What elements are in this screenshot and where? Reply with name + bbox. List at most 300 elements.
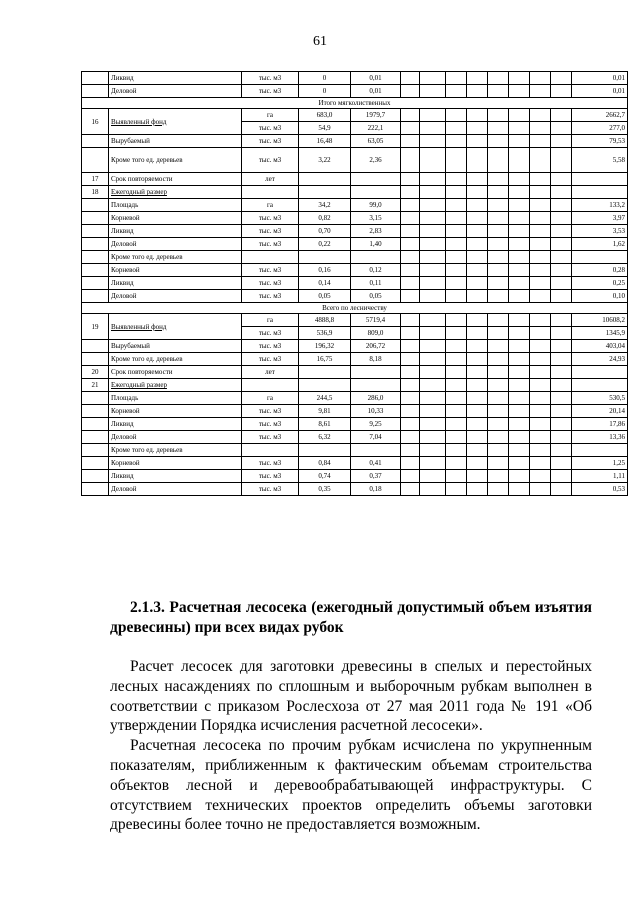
empty-cell <box>446 457 467 470</box>
empty-cell <box>488 290 509 303</box>
empty-cell <box>551 251 572 264</box>
row-unit: га <box>242 109 299 122</box>
forest-fund-table <box>81 71 628 496</box>
row-name: Вырубаемый <box>109 340 242 353</box>
empty-cell <box>551 148 572 173</box>
empty-cell <box>401 314 420 327</box>
empty-cell <box>509 251 530 264</box>
empty-cell <box>420 173 446 186</box>
value-1 <box>299 173 351 186</box>
empty-cell <box>467 470 488 483</box>
value-1: 0,16 <box>299 264 351 277</box>
empty-cell <box>446 238 467 251</box>
value-2 <box>351 251 401 264</box>
empty-cell <box>488 212 509 225</box>
empty-cell <box>401 173 420 186</box>
table-row <box>82 148 628 173</box>
empty-cell <box>420 225 446 238</box>
empty-cell <box>509 212 530 225</box>
empty-cell <box>420 148 446 173</box>
row-unit: тыс. м3 <box>242 431 299 444</box>
row-name: Корневой <box>109 264 242 277</box>
empty-cell <box>446 418 467 431</box>
empty-cell <box>509 290 530 303</box>
empty-cell <box>446 290 467 303</box>
total-value: 403,04 <box>572 340 628 353</box>
row-number <box>82 444 109 457</box>
empty-cell <box>551 470 572 483</box>
value-1: 0 <box>299 85 351 98</box>
empty-cell <box>401 483 420 496</box>
empty-cell <box>509 148 530 173</box>
empty-cell <box>420 418 446 431</box>
row-name: Кроме того ед. деревьев <box>109 148 242 173</box>
total-value: 0,28 <box>572 264 628 277</box>
row-name: Корневой <box>109 405 242 418</box>
row-name: Деловой <box>109 290 242 303</box>
value-2 <box>351 366 401 379</box>
row-unit <box>242 379 299 392</box>
empty-cell <box>530 251 551 264</box>
total-value: 1,25 <box>572 457 628 470</box>
section-heading <box>110 598 592 638</box>
table-row <box>82 290 628 303</box>
section-row <box>82 98 628 109</box>
empty-cell <box>488 186 509 199</box>
total-value: 10608,2 <box>572 314 628 327</box>
empty-cell <box>401 109 420 122</box>
empty-cell <box>530 470 551 483</box>
table-row <box>82 277 628 290</box>
table-row <box>82 340 628 353</box>
value-1: 0,35 <box>299 483 351 496</box>
value-1: 4888,8 <box>299 314 351 327</box>
empty-cell <box>551 135 572 148</box>
empty-cell <box>530 457 551 470</box>
row-name: Ликвид <box>109 418 242 431</box>
value-1: 34,2 <box>299 199 351 212</box>
value-1: 196,32 <box>299 340 351 353</box>
total-value <box>572 366 628 379</box>
table-row <box>82 431 628 444</box>
total-value: 13,36 <box>572 431 628 444</box>
empty-cell <box>446 72 467 85</box>
value-2 <box>351 444 401 457</box>
total-value: 1,11 <box>572 470 628 483</box>
empty-cell <box>446 353 467 366</box>
empty-cell <box>467 199 488 212</box>
empty-cell <box>446 444 467 457</box>
empty-cell <box>420 251 446 264</box>
total-value <box>572 444 628 457</box>
row-number: 16 <box>82 109 109 135</box>
empty-cell <box>551 277 572 290</box>
row-unit <box>242 186 299 199</box>
empty-cell <box>509 418 530 431</box>
row-number <box>82 431 109 444</box>
empty-cell <box>551 72 572 85</box>
empty-cell <box>446 122 467 135</box>
empty-cell <box>467 314 488 327</box>
empty-cell <box>401 327 420 340</box>
empty-cell <box>420 85 446 98</box>
empty-cell <box>551 85 572 98</box>
value-2: 99,0 <box>351 199 401 212</box>
empty-cell <box>420 379 446 392</box>
value-1: 0,74 <box>299 470 351 483</box>
empty-cell <box>401 135 420 148</box>
value-1: 244,5 <box>299 392 351 405</box>
empty-cell <box>488 444 509 457</box>
value-2: 0,05 <box>351 290 401 303</box>
value-1: 683,0 <box>299 109 351 122</box>
empty-cell <box>446 225 467 238</box>
empty-cell <box>509 109 530 122</box>
empty-cell <box>420 392 446 405</box>
empty-cell <box>467 340 488 353</box>
row-unit: тыс. м3 <box>242 327 299 340</box>
empty-cell <box>551 225 572 238</box>
total-value: 2662,7 <box>572 109 628 122</box>
empty-cell <box>530 85 551 98</box>
empty-cell <box>530 225 551 238</box>
total-value: 1,62 <box>572 238 628 251</box>
empty-cell <box>509 431 530 444</box>
row-number <box>82 85 109 98</box>
table-row <box>82 483 628 496</box>
empty-cell <box>509 470 530 483</box>
total-value: 20,14 <box>572 405 628 418</box>
row-name: Ежегодный размер <box>109 186 242 199</box>
value-1: 16,75 <box>299 353 351 366</box>
empty-cell <box>446 148 467 173</box>
empty-cell <box>509 405 530 418</box>
empty-cell <box>509 173 530 186</box>
row-unit: тыс. м3 <box>242 72 299 85</box>
empty-cell <box>446 109 467 122</box>
row-number <box>82 251 109 264</box>
row-unit: тыс. м3 <box>242 290 299 303</box>
empty-cell <box>467 212 488 225</box>
row-unit: тыс. м3 <box>242 353 299 366</box>
table-row <box>82 353 628 366</box>
empty-cell <box>509 353 530 366</box>
empty-cell <box>530 186 551 199</box>
empty-cell <box>401 379 420 392</box>
empty-cell <box>401 444 420 457</box>
empty-cell <box>467 431 488 444</box>
empty-cell <box>420 353 446 366</box>
empty-cell <box>401 212 420 225</box>
empty-cell <box>467 418 488 431</box>
row-number <box>82 148 109 173</box>
empty-cell <box>530 327 551 340</box>
row-number <box>82 264 109 277</box>
empty-cell <box>530 72 551 85</box>
value-2: 7,04 <box>351 431 401 444</box>
row-unit: тыс. м3 <box>242 85 299 98</box>
value-1: 0,84 <box>299 457 351 470</box>
row-name: Ликвид <box>109 225 242 238</box>
row-number: 21 <box>82 379 109 392</box>
row-unit <box>242 251 299 264</box>
value-2: 1,40 <box>351 238 401 251</box>
section-heading-line-2: древесины) при всех видах рубок <box>110 619 344 636</box>
empty-cell <box>530 238 551 251</box>
empty-cell <box>551 109 572 122</box>
value-1 <box>299 444 351 457</box>
empty-cell <box>488 109 509 122</box>
empty-cell <box>551 353 572 366</box>
empty-cell <box>446 135 467 148</box>
empty-cell <box>509 277 530 290</box>
value-2: 0,11 <box>351 277 401 290</box>
empty-cell <box>530 392 551 405</box>
value-2: 0,12 <box>351 264 401 277</box>
empty-cell <box>467 238 488 251</box>
value-1 <box>299 251 351 264</box>
row-unit: тыс. м3 <box>242 212 299 225</box>
value-1: 6,32 <box>299 431 351 444</box>
total-value: 79,53 <box>572 135 628 148</box>
row-name: Вырубаемый <box>109 135 242 148</box>
empty-cell <box>467 148 488 173</box>
row-name: Ежегодный размер <box>109 379 242 392</box>
value-2: 63,05 <box>351 135 401 148</box>
row-unit: тыс. м3 <box>242 340 299 353</box>
empty-cell <box>467 85 488 98</box>
empty-cell <box>467 327 488 340</box>
row-number <box>82 72 109 85</box>
row-name: Площадь <box>109 392 242 405</box>
empty-cell <box>401 405 420 418</box>
empty-cell <box>401 122 420 135</box>
row-unit: тыс. м3 <box>242 418 299 431</box>
empty-cell <box>509 225 530 238</box>
row-unit: тыс. м3 <box>242 122 299 135</box>
empty-cell <box>401 418 420 431</box>
row-unit: тыс. м3 <box>242 225 299 238</box>
row-name: Кроме того ед. деревьев <box>109 353 242 366</box>
value-2: 0,01 <box>351 85 401 98</box>
empty-cell <box>467 444 488 457</box>
row-number <box>82 392 109 405</box>
section-heading-line-1: 2.1.3. Расчетная лесосека (ежегодный допустимый объем изъятия <box>130 599 592 616</box>
table-row <box>82 199 628 212</box>
value-2: 9,25 <box>351 418 401 431</box>
empty-cell <box>467 392 488 405</box>
empty-cell <box>446 405 467 418</box>
row-unit: тыс. м3 <box>242 405 299 418</box>
empty-cell <box>401 199 420 212</box>
row-number <box>82 199 109 212</box>
empty-cell <box>401 290 420 303</box>
empty-cell <box>530 366 551 379</box>
empty-cell <box>446 173 467 186</box>
empty-cell <box>401 72 420 85</box>
total-value: 5,58 <box>572 148 628 173</box>
empty-cell <box>509 85 530 98</box>
value-1: 3,22 <box>299 148 351 173</box>
table-row <box>82 392 628 405</box>
empty-cell <box>530 379 551 392</box>
empty-cell <box>530 199 551 212</box>
table-row <box>82 264 628 277</box>
empty-cell <box>420 470 446 483</box>
row-unit: тыс. м3 <box>242 264 299 277</box>
empty-cell <box>467 379 488 392</box>
empty-cell <box>530 148 551 173</box>
row-number <box>82 483 109 496</box>
empty-cell <box>401 85 420 98</box>
empty-cell <box>509 314 530 327</box>
empty-cell <box>467 251 488 264</box>
total-value: 3,53 <box>572 225 628 238</box>
row-unit: га <box>242 199 299 212</box>
empty-cell <box>467 225 488 238</box>
empty-cell <box>446 186 467 199</box>
empty-cell <box>530 405 551 418</box>
empty-cell <box>509 340 530 353</box>
value-2 <box>351 186 401 199</box>
empty-cell <box>488 353 509 366</box>
empty-cell <box>488 148 509 173</box>
empty-cell <box>509 135 530 148</box>
empty-cell <box>420 186 446 199</box>
empty-cell <box>488 405 509 418</box>
value-2: 809,0 <box>351 327 401 340</box>
empty-cell <box>467 277 488 290</box>
value-2: 206,72 <box>351 340 401 353</box>
value-1: 0,22 <box>299 238 351 251</box>
empty-cell <box>530 135 551 148</box>
empty-cell <box>551 186 572 199</box>
empty-cell <box>467 186 488 199</box>
empty-cell <box>509 457 530 470</box>
row-name: Деловой <box>109 431 242 444</box>
empty-cell <box>530 122 551 135</box>
row-number <box>82 135 109 148</box>
empty-cell <box>420 405 446 418</box>
empty-cell <box>509 444 530 457</box>
page-number: 61 <box>313 34 327 49</box>
empty-cell <box>530 264 551 277</box>
empty-cell <box>509 264 530 277</box>
empty-cell <box>488 199 509 212</box>
empty-cell <box>401 251 420 264</box>
empty-cell <box>446 251 467 264</box>
empty-cell <box>446 392 467 405</box>
row-name: Кроме того ед. деревьев <box>109 251 242 264</box>
row-name: Кроме того ед. деревьев <box>109 444 242 457</box>
row-name: Деловой <box>109 238 242 251</box>
row-unit: тыс. м3 <box>242 277 299 290</box>
value-1: 54,9 <box>299 122 351 135</box>
value-1: 8,61 <box>299 418 351 431</box>
value-2: 286,0 <box>351 392 401 405</box>
row-number <box>82 277 109 290</box>
row-unit: тыс. м3 <box>242 238 299 251</box>
empty-cell <box>530 173 551 186</box>
empty-cell <box>446 483 467 496</box>
empty-cell <box>467 135 488 148</box>
empty-cell <box>420 122 446 135</box>
empty-cell <box>551 212 572 225</box>
empty-cell <box>530 109 551 122</box>
empty-cell <box>467 457 488 470</box>
empty-cell <box>488 366 509 379</box>
table-row <box>82 238 628 251</box>
empty-cell <box>420 264 446 277</box>
empty-cell <box>530 444 551 457</box>
row-name: Ликвид <box>109 72 242 85</box>
empty-cell <box>551 199 572 212</box>
empty-cell <box>446 327 467 340</box>
empty-cell <box>488 379 509 392</box>
total-value: 0,53 <box>572 483 628 496</box>
empty-cell <box>467 264 488 277</box>
row-number <box>82 225 109 238</box>
empty-cell <box>488 470 509 483</box>
row-unit: тыс. м3 <box>242 483 299 496</box>
empty-cell <box>509 392 530 405</box>
empty-cell <box>551 122 572 135</box>
value-1: 0,70 <box>299 225 351 238</box>
empty-cell <box>401 225 420 238</box>
table-row <box>82 85 628 98</box>
empty-cell <box>488 418 509 431</box>
empty-cell <box>551 366 572 379</box>
row-unit: тыс. м3 <box>242 135 299 148</box>
empty-cell <box>509 186 530 199</box>
total-value: 530,5 <box>572 392 628 405</box>
empty-cell <box>467 405 488 418</box>
row-number: 17 <box>82 173 109 186</box>
empty-cell <box>467 290 488 303</box>
empty-cell <box>488 85 509 98</box>
empty-cell <box>401 392 420 405</box>
value-2: 8,18 <box>351 353 401 366</box>
value-2: 2,83 <box>351 225 401 238</box>
empty-cell <box>509 327 530 340</box>
row-name: Корневой <box>109 457 242 470</box>
empty-cell <box>530 431 551 444</box>
empty-cell <box>509 72 530 85</box>
table-row <box>82 225 628 238</box>
empty-cell <box>401 264 420 277</box>
empty-cell <box>551 418 572 431</box>
value-1: 0 <box>299 72 351 85</box>
value-1: 16,48 <box>299 135 351 148</box>
empty-cell <box>530 290 551 303</box>
empty-cell <box>446 277 467 290</box>
row-name: Ликвид <box>109 470 242 483</box>
row-number <box>82 470 109 483</box>
empty-cell <box>420 340 446 353</box>
empty-cell <box>401 340 420 353</box>
section-label: Всего по лесничеству <box>82 303 628 314</box>
total-value: 133,2 <box>572 199 628 212</box>
empty-cell <box>446 264 467 277</box>
table-row <box>82 366 628 379</box>
total-value: 24,93 <box>572 353 628 366</box>
row-number <box>82 353 109 366</box>
empty-cell <box>551 392 572 405</box>
total-value: 3,97 <box>572 212 628 225</box>
row-name: Срок повторяемости <box>109 366 242 379</box>
empty-cell <box>509 483 530 496</box>
total-value <box>572 379 628 392</box>
